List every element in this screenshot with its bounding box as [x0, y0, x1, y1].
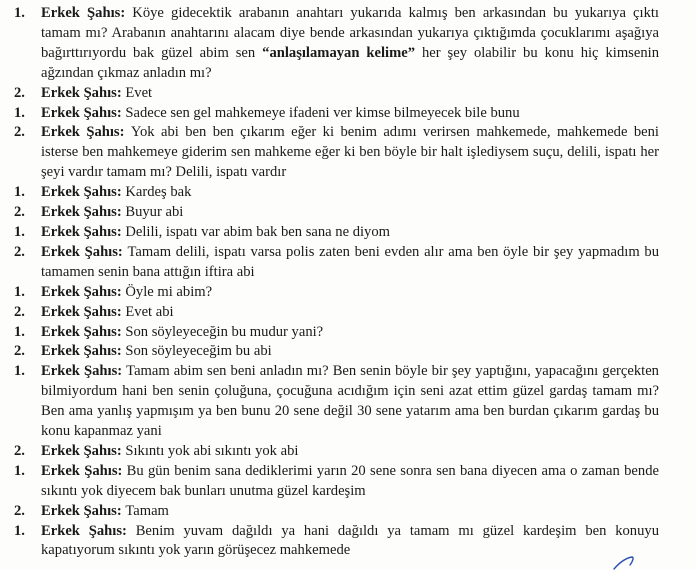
speaker-label: Erkek Şahıs — [41, 223, 117, 240]
utterance-text: Evet abi — [125, 303, 174, 320]
utterance-text: Son söyleyeceğin bu mudur yani? — [125, 323, 324, 340]
speaker-separator: : — [120, 5, 133, 21]
transcript-entry — [14, 123, 659, 183]
transcript-entry — [14, 203, 659, 223]
entry-number: 2. — [14, 502, 25, 519]
transcript-entry — [14, 84, 659, 104]
speaker-separator: : — [119, 124, 131, 141]
transcript-entry — [14, 522, 659, 562]
entry-number: 1. — [14, 5, 25, 21]
entry-number: 2. — [14, 442, 25, 459]
utterance-text: Delili, ispatı var abim bak ben sana ne diyom — [125, 223, 391, 240]
speaker-separator: : — [116, 343, 126, 360]
speaker-separator: : — [117, 462, 127, 479]
utterance-text: Öyle mi abim? — [125, 283, 213, 300]
transcript-entry — [14, 183, 659, 203]
transcript-entry — [14, 442, 659, 462]
speaker-separator: : — [116, 303, 126, 320]
utterance-text: her şey olabilir bu konu hiç kimsenin ağzından çıkmaz anladın mı? — [41, 44, 659, 81]
speaker-label: Erkek Şahıs — [41, 84, 117, 101]
speaker-separator: : — [116, 223, 126, 240]
emphasized-text: “anlaşılamayan kelime” — [262, 44, 416, 61]
transcript-list — [14, 4, 659, 561]
speaker-label: Erkek Şahıs — [41, 442, 117, 459]
utterance-text: Köye gidecektik arabanın anahtarı yukarıda kalmış ben arkasından bu yukarıya çıktı tamam mı? Arabanın anahtarını alacam diye bende arkasından yukarıya çıktığımda çocuklarımı aşağıya bağırttırıyordu bak güzel abim sen — [41, 5, 659, 61]
speaker-separator: : — [116, 104, 126, 121]
entry-number: 2. — [14, 204, 25, 221]
transcript-entry — [14, 4, 659, 84]
speaker-label: Erkek Şahıs — [41, 104, 117, 121]
entry-number: 1. — [14, 462, 25, 479]
utterance-text: Tamam delili, ispatı varsa polis zaten beni evden alır ama ben öyle bir şey yapmadım bu tamamen senin bana attığın iftira abi — [41, 243, 659, 280]
transcript-entry — [14, 243, 659, 283]
entry-number: 1. — [14, 363, 25, 380]
entry-number: 1. — [14, 104, 25, 121]
entry-number: 1. — [14, 184, 25, 201]
transcript-entry — [14, 303, 659, 323]
transcript-entry — [14, 323, 659, 343]
speaker-label: Erkek Şahıs — [41, 343, 117, 360]
entry-number: 2. — [14, 343, 25, 360]
speaker-separator: : — [117, 363, 127, 380]
utterance-text: Kardeş bak — [125, 184, 192, 201]
entry-number: 2. — [14, 243, 25, 260]
speaker-separator: : — [116, 323, 126, 340]
speaker-label: Erkek Şahıs — [41, 522, 123, 539]
transcript-entry — [14, 342, 659, 362]
utterance-text: Yok abi ben ben çıkarım eğer ki benim adımı verirsen mahkemede, mahkemede beni isterse ben mahkemeye giderim sen mahkeme eğer ki ben böyle bir halt işlediysem suçu, delili, ispatı her şeyi vardır tamam mı? Delili, ispatı vardır — [41, 124, 659, 181]
utterance-text: Bu gün benim sana dediklerimi yarın 20 sene sonra sen bana diyecen ama o zaman bende sıkıntı yok diyecem bak bunları unutma güzel kardeşim — [41, 462, 659, 499]
speaker-separator: : — [116, 204, 126, 221]
utterance-text: Son söyleyeceğim bu abi — [125, 343, 272, 360]
utterance-text: Sıkıntı yok abi sıkıntı yok abi — [125, 442, 299, 459]
speaker-label: Erkek Şahıs — [41, 124, 120, 141]
speaker-separator: : — [116, 283, 126, 300]
utterance-text: Benim yuvam dağıldı ya hani dağıldı ya tamam mı güzel kardeşim ben konuyu kapatıyorum sıkıntı yok yarın görüşecez mahkemede — [41, 522, 659, 559]
entry-number: 1. — [14, 323, 25, 340]
speaker-label: Erkek Şahıs — [41, 363, 118, 380]
speaker-label: Erkek Şahıs — [41, 303, 117, 320]
speaker-separator: : — [117, 243, 128, 260]
utterance-text: Tamam abim sen beni anladın mı? Ben senin böyle bir şey yaptığını, yapacağını gerçekten bilmiyordum hani ben senin çoluğuna, çocuğuna acıdığım için seni azat ettim güzel gardaş tamam mı? Ben ama yanlış yapmışım ya ben bunu 20 sene değil 30 sene yatarım ama ben burdan çıkarım gardaş bu konu kapanmaz yani — [41, 363, 659, 440]
speaker-separator: : — [116, 442, 126, 459]
speaker-separator: : — [116, 184, 126, 201]
transcript-entry — [14, 362, 659, 442]
transcript-entry — [14, 104, 659, 124]
entry-number: 2. — [14, 84, 25, 101]
entry-number: 1. — [14, 223, 25, 240]
transcript-entry — [14, 462, 659, 502]
speaker-label: Erkek Şahıs — [41, 184, 117, 201]
entry-number: 1. — [14, 283, 25, 300]
speaker-separator: : — [116, 502, 126, 519]
speaker-label: Erkek Şahıs — [41, 204, 117, 221]
speaker-separator: : — [116, 84, 126, 101]
pen-mark-icon — [612, 556, 636, 570]
utterance-text: Evet — [125, 84, 153, 101]
utterance-text: Tamam — [125, 502, 169, 519]
transcript-entry — [14, 283, 659, 303]
entry-number: 1. — [14, 522, 25, 539]
transcript-entry — [14, 502, 659, 522]
speaker-label: Erkek Şahıs — [41, 283, 117, 300]
speaker-label: Erkek Şahıs — [41, 462, 118, 479]
speaker-label: Erkek Şahıs — [41, 5, 121, 21]
utterance-text: Sadece sen gel mahkemeye ifadeni ver kimse bilmeyecek bile bunu — [125, 104, 520, 121]
entry-number: 2. — [14, 124, 25, 141]
entry-number: 2. — [14, 303, 25, 320]
speaker-label: Erkek Şahıs — [41, 323, 117, 340]
speaker-label: Erkek Şahıs — [41, 243, 118, 260]
utterance-text: Buyur abi — [125, 204, 184, 221]
transcript-entry — [14, 223, 659, 243]
speaker-separator: : — [122, 522, 136, 539]
speaker-label: Erkek Şahıs — [41, 502, 117, 519]
